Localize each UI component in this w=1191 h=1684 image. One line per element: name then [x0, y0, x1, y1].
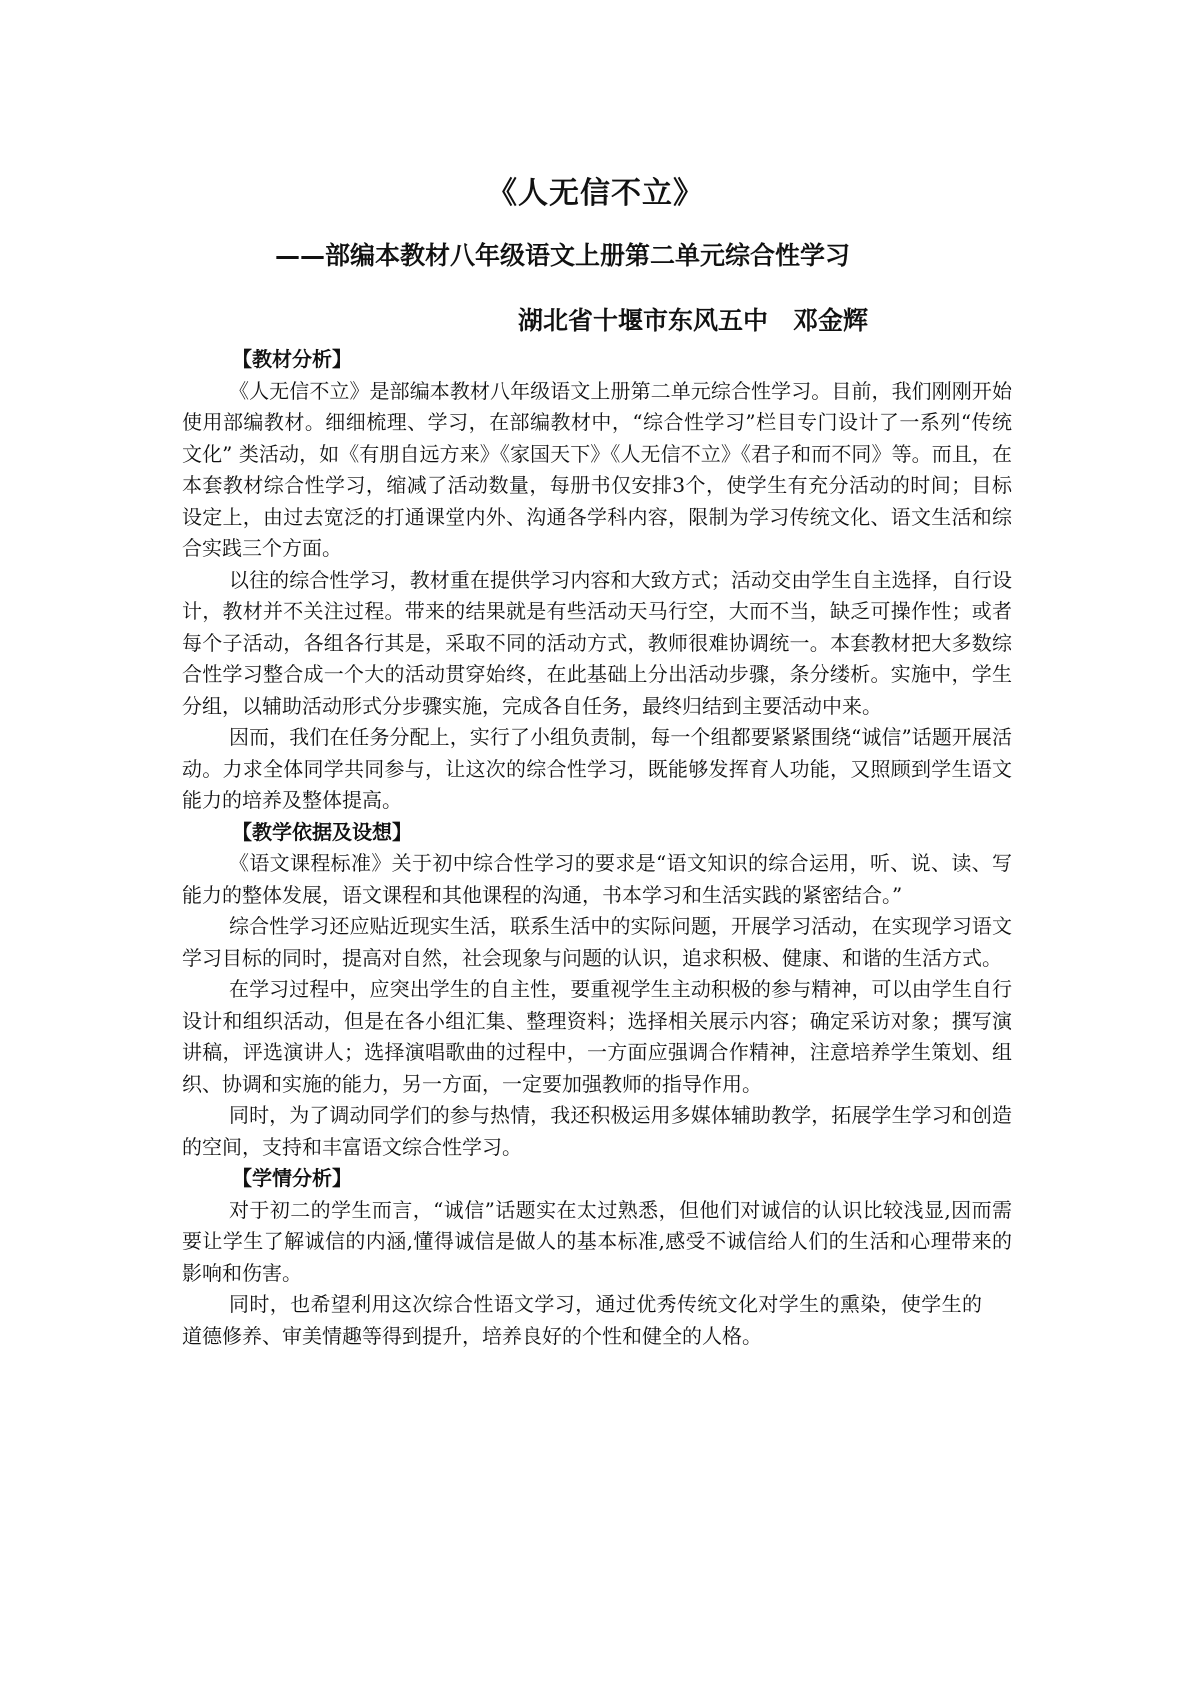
paragraph: 因而，我们在任务分配上，实行了小组负责制，每一个组都要紧紧围绕“诚信”话题开展活动。力求全体同学共同参与，让这次的综合性学习，既能够发挥育人功能，又照顾到学生语文能力的培养及整体提高。 — [182, 725, 1012, 812]
section-heading: 【学情分析】 — [232, 1166, 352, 1190]
document-subtitle: ——部编本教材八年级语文上册第二单元综合性学习 — [275, 241, 851, 270]
document-author: 湖北省十堰市东风五中 邓金辉 — [518, 306, 869, 335]
paragraph: 以往的综合性学习，教材重在提供学习内容和大致方式；活动交由学生自主选择，自行设计，教材并不关注过程。带来的结果就是有些活动天马行空，大而不当，缺乏可操作性；或者每个子活动，各组各行其是，采取不同的活动方式，教师很难协调统一。本套教材把大多数综合性学习整合成一个大的活动贯穿始终，在此基础上分出活动步骤，条分缕析。实施中，学生分组，以辅助活动形式分步骤实施，完成各自任务，最终归结到主要活动中来。 — [182, 567, 1012, 718]
paragraph: 对于初二的学生而言，“诚信”话题实在太过熟悉，但他们对诚信的认识比较浅显,因而需要让学生了解诚信的内涵,懂得诚信是做人的基本标准,感受不诚信给人们的生活和心理带来的影响和伤害。 — [182, 1197, 1012, 1285]
paragraph: 《人无信不立》是部编本教材八年级语文上册第二单元综合性学习。目前，我们刚刚开始使用部编教材。细细梳理、学习，在部编教材中，“综合性学习”栏目专门设计了一系列“传统文化” 类活动，如《有朋自远方来》《家国天下》《人无信不立》《君子和而不同》等。而且，在本套教材综合性学习，缩减了活动数量，每册书仅安排3个，使学生有充分活动的时间；目标设定上，由过去宽泛的打通课堂内外、沟通各学科内容，限制为学习传统文化、语文生活和综合实践三个方面。 — [182, 378, 1012, 560]
section-textbook-analysis — [182, 344, 1012, 817]
section-student-analysis — [182, 1163, 1012, 1352]
paragraph: 在学习过程中，应突出学生的自主性，要重视学生主动积极的参与精神，可以由学生自行设计和组织活动，但是在各小组汇集、整理资料；选择相关展示内容；确定采访对象；撰写演讲稿，评选演讲人；选择演唱歌曲的过程中，一方面应强调合作精神，注意培养学生策划、组织、协调和实施的能力，另一方面，一定要加强教师的指导作用。 — [182, 977, 1012, 1096]
paragraph: 综合性学习还应贴近现实生活，联系生活中的实际问题，开展学习活动，在实现学习语文学习目标的同时，提高对自然，社会现象与问题的认识，追求积极、健康、和谐的生活方式。 — [182, 914, 1012, 970]
document-body — [182, 344, 1012, 1352]
section-teaching-basis — [182, 817, 1012, 1164]
section-heading: 【教学依据及设想】 — [232, 819, 412, 844]
paragraph: 同时，也希望利用这次综合性语文学习，通过优秀传统文化对学生的熏染，使学生的道德修养、审美情趣等得到提升，培养良好的个性和健全的人格。 — [182, 1292, 982, 1348]
section-heading: 【教材分析】 — [232, 347, 352, 371]
document-title: 《人无信不立》 — [487, 176, 704, 211]
paragraph: 《语文课程标准》关于初中综合性学习的要求是“语文知识的综合运用，听、说、读、写能力的整体发展，语文课程和其他课程的沟通，书本学习和生活实践的紧密结合。” — [182, 851, 1012, 907]
paragraph: 同时，为了调动同学们的参与热情，我还积极运用多媒体辅助教学，拓展学生学习和创造的空间，支持和丰富语文综合性学习。 — [182, 1103, 1012, 1159]
